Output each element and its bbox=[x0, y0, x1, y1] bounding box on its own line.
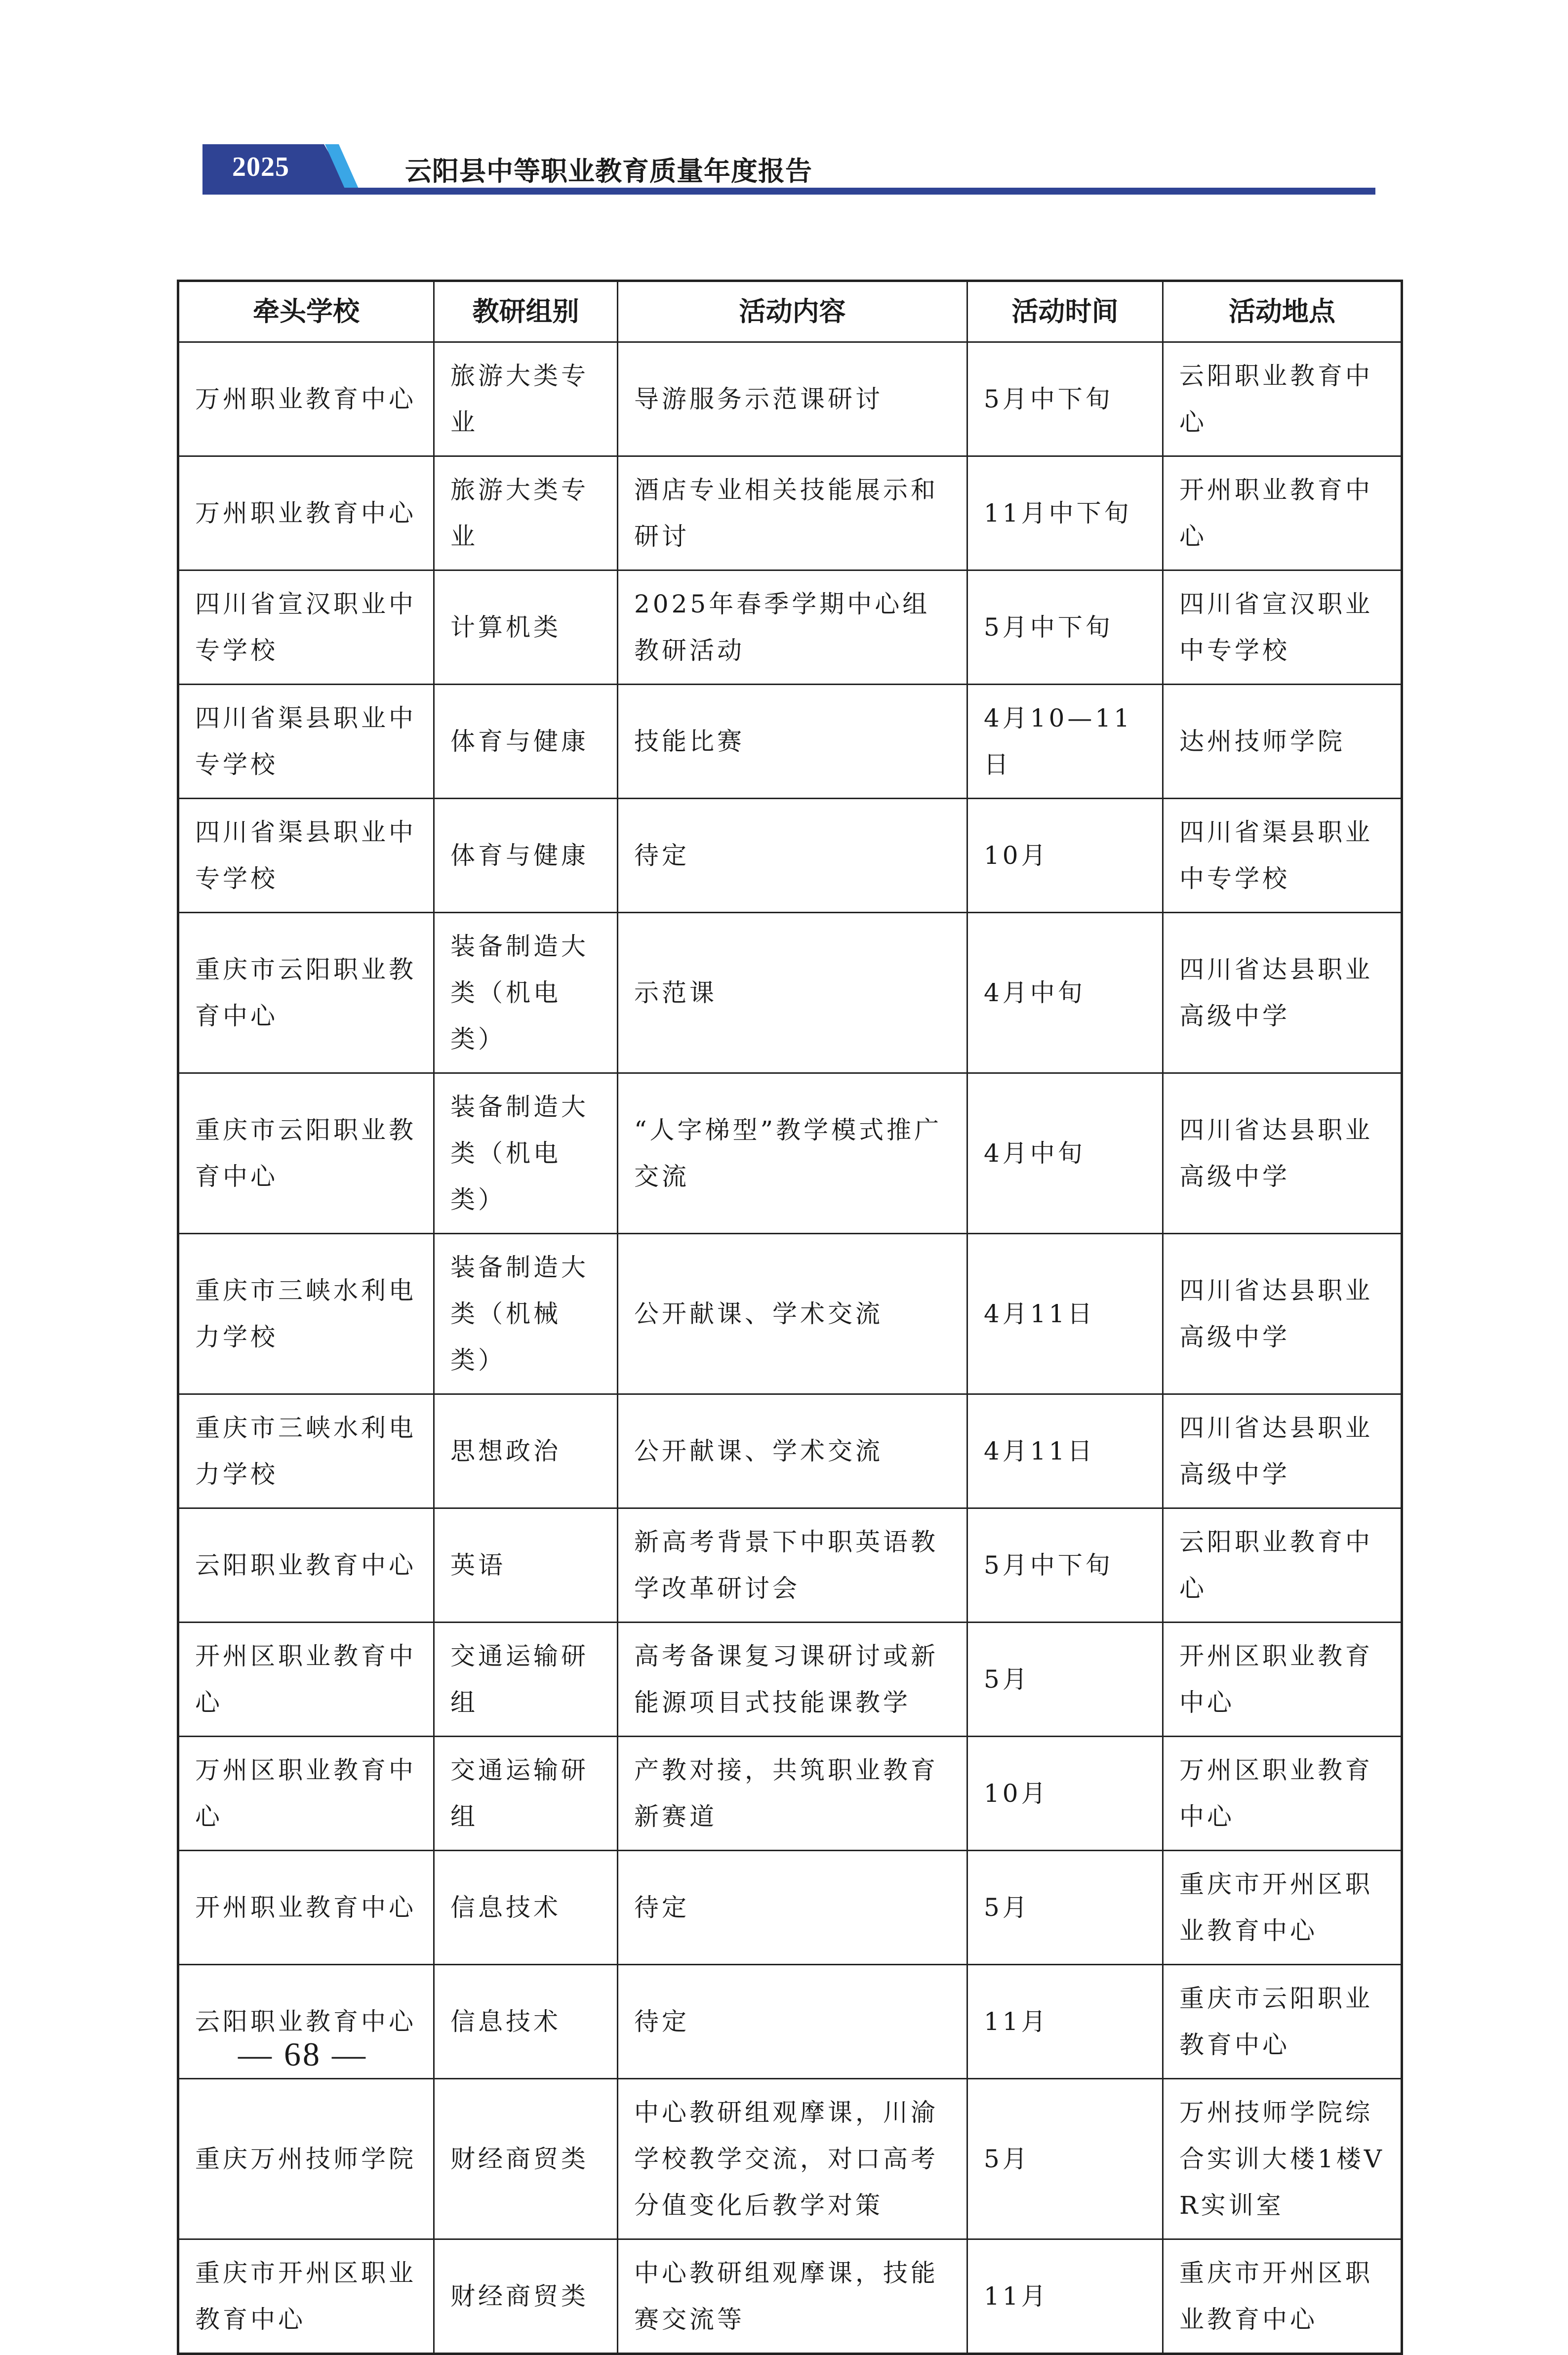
research-group-cell: 财经商贸类 bbox=[434, 2239, 618, 2354]
column-header-activity-content: 活动内容 bbox=[618, 281, 967, 342]
activity-place-cell: 重庆市云阳职业教育中心 bbox=[1163, 1965, 1402, 2079]
activity-content-cell: 高考备课复习课研讨或新能源项目式技能课教学 bbox=[618, 1623, 967, 1737]
research-group-cell: 装备制造大类（机电类） bbox=[434, 913, 618, 1073]
table-row bbox=[178, 1508, 1402, 1623]
activity-time-cell: 4月中旬 bbox=[967, 1073, 1163, 1234]
activity-place-cell: 开州职业教育中心 bbox=[1163, 456, 1402, 570]
activity-time-cell: 5月中下旬 bbox=[967, 1508, 1163, 1623]
activity-content-cell: 技能比赛 bbox=[618, 685, 967, 799]
activity-place-cell: 四川省达县职业高级中学 bbox=[1163, 1073, 1402, 1234]
column-header-activity-time: 活动时间 bbox=[967, 281, 1163, 342]
header-divider bbox=[202, 188, 1375, 195]
column-header-research-group: 教研组别 bbox=[434, 281, 618, 342]
activity-time-cell: 4月11日 bbox=[967, 1234, 1163, 1394]
research-group-cell: 体育与健康 bbox=[434, 685, 618, 799]
activity-content-cell: 酒店专业相关技能展示和研讨 bbox=[618, 456, 967, 570]
column-header-lead-school: 牵头学校 bbox=[178, 281, 434, 342]
activity-time-cell: 10月 bbox=[967, 799, 1163, 913]
activity-place-cell: 达州技师学院 bbox=[1163, 685, 1402, 799]
lead-school-cell: 重庆市开州区职业教育中心 bbox=[178, 2239, 434, 2354]
activity-content-cell: 待定 bbox=[618, 799, 967, 913]
activity-content-cell: 新高考背景下中职英语教学改革研讨会 bbox=[618, 1508, 967, 1623]
report-title: 云阳县中等职业教育质量年度报告 bbox=[405, 155, 812, 187]
lead-school-cell: 万州区职业教育中心 bbox=[178, 1737, 434, 1851]
activity-content-cell: 产教对接，共筑职业教育新赛道 bbox=[618, 1737, 967, 1851]
research-group-cell: 思想政治 bbox=[434, 1394, 618, 1508]
research-group-cell: 英语 bbox=[434, 1508, 618, 1623]
table-row bbox=[178, 456, 1402, 570]
lead-school-cell: 四川省渠县职业中专学校 bbox=[178, 685, 434, 799]
research-group-cell: 财经商贸类 bbox=[434, 2079, 618, 2239]
activity-place-cell: 四川省达县职业高级中学 bbox=[1163, 1394, 1402, 1508]
table-row bbox=[178, 913, 1402, 1073]
activity-time-cell: 5月 bbox=[967, 1623, 1163, 1737]
activity-content-cell: 中心教研组观摩课，川渝学校教学交流，对口高考分值变化后教学对策 bbox=[618, 2079, 967, 2239]
lead-school-cell: 重庆市三峡水利电力学校 bbox=[178, 1394, 434, 1508]
activity-content-cell: 2025年春季学期中心组教研活动 bbox=[618, 570, 967, 685]
lead-school-cell: 四川省渠县职业中专学校 bbox=[178, 799, 434, 913]
table-row bbox=[178, 2239, 1402, 2354]
activity-place-cell: 云阳职业教育中心 bbox=[1163, 342, 1402, 456]
lead-school-cell: 云阳职业教育中心 bbox=[178, 1965, 434, 2079]
activity-content-cell: 公开献课、学术交流 bbox=[618, 1394, 967, 1508]
activity-place-cell: 四川省达县职业高级中学 bbox=[1163, 913, 1402, 1073]
activity-place-cell: 四川省宣汉职业中专学校 bbox=[1163, 570, 1402, 685]
table-row bbox=[178, 799, 1402, 913]
activity-place-cell: 万州区职业教育中心 bbox=[1163, 1737, 1402, 1851]
research-group-cell: 交通运输研组 bbox=[434, 1623, 618, 1737]
activity-time-cell: 4月中旬 bbox=[967, 913, 1163, 1073]
research-group-cell: 计算机类 bbox=[434, 570, 618, 685]
activity-time-cell: 11月 bbox=[967, 2239, 1163, 2354]
activity-time-cell: 4月10—11日 bbox=[967, 685, 1163, 799]
activity-place-cell: 云阳职业教育中心 bbox=[1163, 1508, 1402, 1623]
table-row bbox=[178, 1623, 1402, 1737]
lead-school-cell: 开州区职业教育中心 bbox=[178, 1623, 434, 1737]
activity-place-cell: 开州区职业教育中心 bbox=[1163, 1623, 1402, 1737]
research-group-cell: 旅游大类专业 bbox=[434, 456, 618, 570]
activity-place-cell: 重庆市开州区职业教育中心 bbox=[1163, 1851, 1402, 1965]
page-number: — 68 — bbox=[238, 2035, 367, 2073]
research-group-cell: 信息技术 bbox=[434, 1851, 618, 1965]
activity-place-cell: 万州技师学院综合实训大楼1楼VR实训室 bbox=[1163, 2079, 1402, 2239]
lead-school-cell: 开州职业教育中心 bbox=[178, 1851, 434, 1965]
activity-place-cell: 重庆市开州区职业教育中心 bbox=[1163, 2239, 1402, 2354]
activity-time-cell: 5月 bbox=[967, 1851, 1163, 1965]
research-group-cell: 体育与健康 bbox=[434, 799, 618, 913]
table-row bbox=[178, 1737, 1402, 1851]
table-row bbox=[178, 1394, 1402, 1508]
table-row bbox=[178, 1234, 1402, 1394]
lead-school-cell: 重庆市云阳职业教育中心 bbox=[178, 1073, 434, 1234]
activity-content-cell: 示范课 bbox=[618, 913, 967, 1073]
research-group-cell: 旅游大类专业 bbox=[434, 342, 618, 456]
activity-time-cell: 11月 bbox=[967, 1965, 1163, 2079]
table-row bbox=[178, 570, 1402, 685]
activity-time-cell: 5月 bbox=[967, 2079, 1163, 2239]
activity-time-cell: 5月中下旬 bbox=[967, 570, 1163, 685]
table-row bbox=[178, 685, 1402, 799]
activity-content-cell: 待定 bbox=[618, 1851, 967, 1965]
lead-school-cell: 重庆万州技师学院 bbox=[178, 2079, 434, 2239]
table-row bbox=[178, 1073, 1402, 1234]
activity-time-cell: 11月中下旬 bbox=[967, 456, 1163, 570]
activity-place-cell: 四川省达县职业高级中学 bbox=[1163, 1234, 1402, 1394]
research-group-cell: 交通运输研组 bbox=[434, 1737, 618, 1851]
lead-school-cell: 万州职业教育中心 bbox=[178, 456, 434, 570]
activity-content-cell: “人字梯型”教学模式推广交流 bbox=[618, 1073, 967, 1234]
table-row bbox=[178, 2079, 1402, 2239]
research-group-cell: 装备制造大类（机械类） bbox=[434, 1234, 618, 1394]
activity-content-cell: 中心教研组观摩课，技能赛交流等 bbox=[618, 2239, 967, 2354]
research-group-cell: 信息技术 bbox=[434, 1965, 618, 2079]
table-header-row bbox=[178, 281, 1402, 342]
table-row bbox=[178, 342, 1402, 456]
activity-content-cell: 待定 bbox=[618, 1965, 967, 2079]
activity-time-cell: 10月 bbox=[967, 1737, 1163, 1851]
table-row bbox=[178, 1851, 1402, 1965]
lead-school-cell: 重庆市三峡水利电力学校 bbox=[178, 1234, 434, 1394]
report-year: 2025 bbox=[232, 152, 289, 182]
lead-school-cell: 重庆市云阳职业教育中心 bbox=[178, 913, 434, 1073]
lead-school-cell: 四川省宣汉职业中专学校 bbox=[178, 570, 434, 685]
activity-time-cell: 5月中下旬 bbox=[967, 342, 1163, 456]
activity-content-cell: 公开献课、学术交流 bbox=[618, 1234, 967, 1394]
activity-place-cell: 四川省渠县职业中专学校 bbox=[1163, 799, 1402, 913]
activity-content-cell: 导游服务示范课研讨 bbox=[618, 342, 967, 456]
lead-school-cell: 云阳职业教育中心 bbox=[178, 1508, 434, 1623]
activity-time-cell: 4月11日 bbox=[967, 1394, 1163, 1508]
lead-school-cell: 万州职业教育中心 bbox=[178, 342, 434, 456]
research-group-cell: 装备制造大类（机电类） bbox=[434, 1073, 618, 1234]
column-header-activity-place: 活动地点 bbox=[1163, 281, 1402, 342]
page-header bbox=[202, 144, 1375, 197]
